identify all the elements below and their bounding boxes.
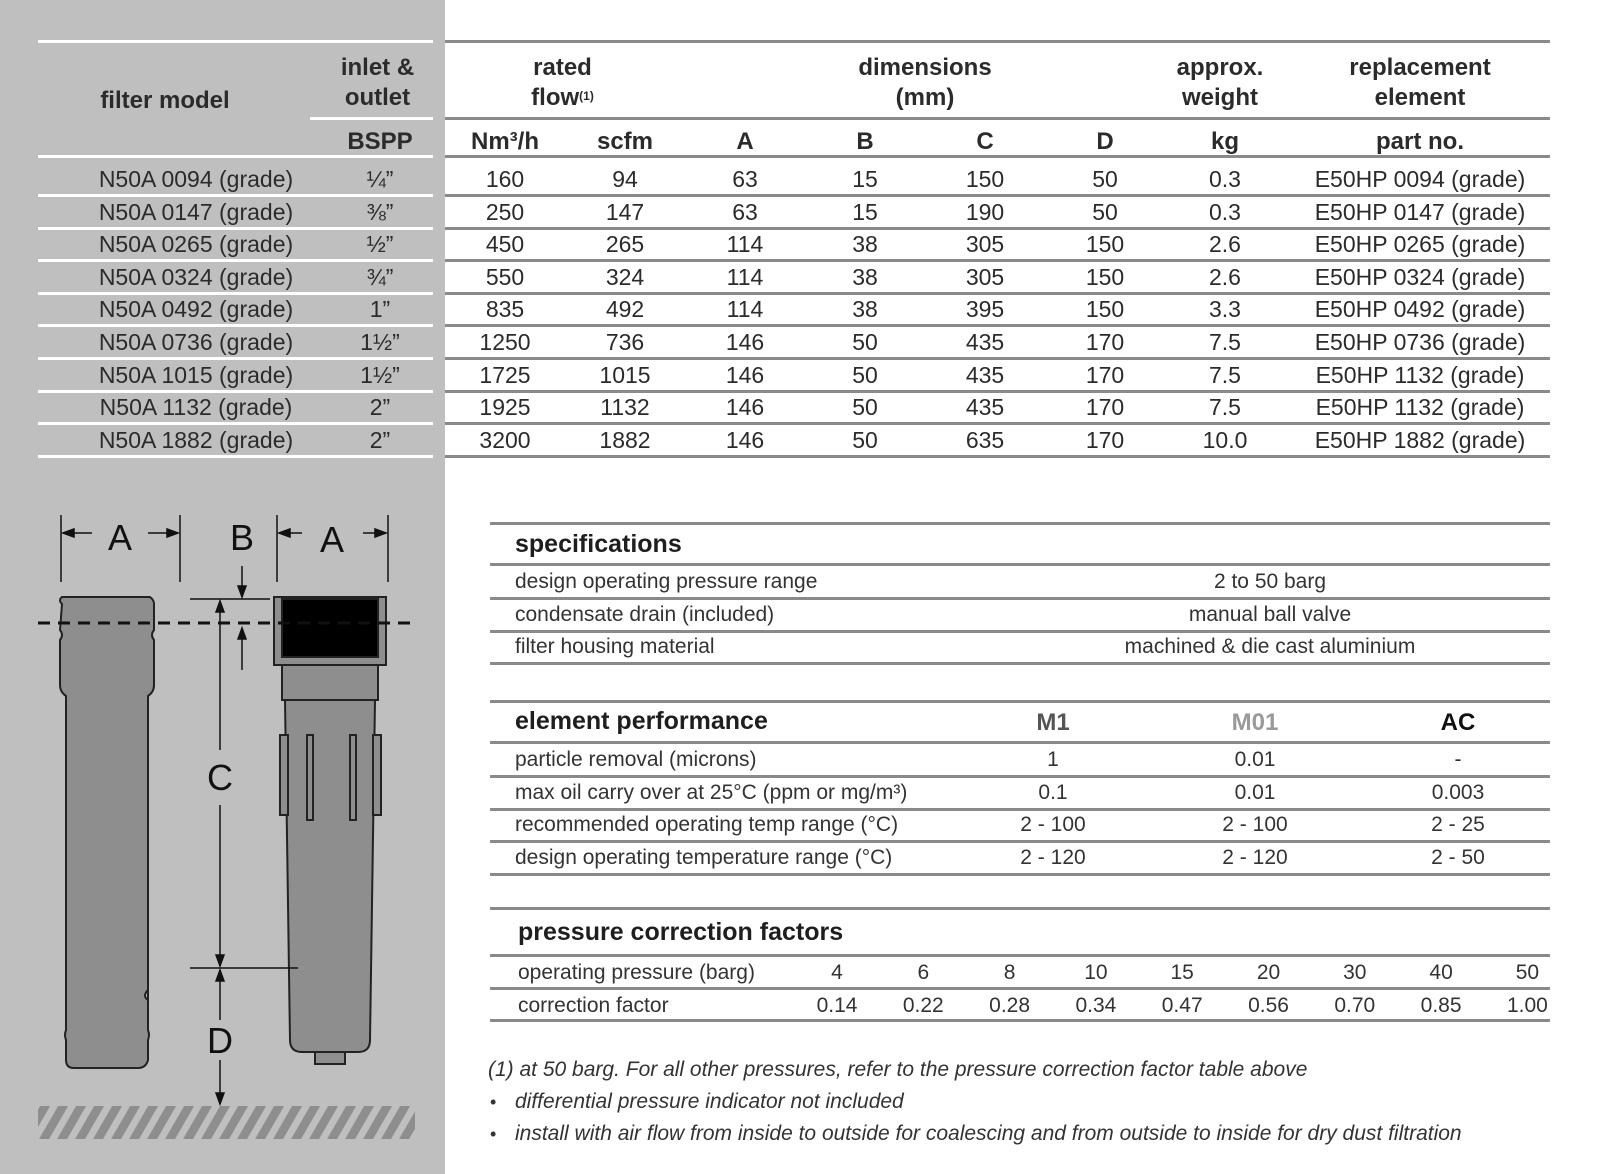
performance-row-rule: [490, 775, 1550, 778]
performance-value: 2 - 120: [1020, 845, 1086, 869]
table-cell: E50HP 1132 (grade): [1315, 361, 1525, 388]
performance-label: max oil carry over at 25°C (ppm or mg/m³): [515, 780, 908, 804]
table-cell: 63: [732, 198, 758, 225]
table-cell: ½”: [366, 231, 394, 258]
table-cell: E50HP 0324 (grade): [1314, 263, 1526, 290]
table-cell: 1250: [479, 329, 531, 355]
table-cell: 38: [852, 296, 878, 323]
table-cell: ¾”: [366, 263, 394, 290]
note-bullet-1: differential pressure indicator not included: [515, 1090, 904, 1113]
footnote: (1) at 50 barg. For all other pressures, refer to the pressure correction factor table above: [488, 1058, 1308, 1081]
perf-header-rule: [490, 741, 1550, 744]
header-dimensions-2: (mm): [895, 84, 955, 111]
bullet-dot: •: [490, 1092, 497, 1112]
table-cell: N50A 0265 (grade): [98, 231, 294, 258]
table-cell: E50HP 0492 (grade): [1314, 296, 1526, 323]
table-cell: 150: [1085, 231, 1125, 258]
table-cell: E50HP 1882 (grade): [1314, 426, 1526, 453]
spec-value: machined & die cast aluminium: [1124, 635, 1416, 658]
row-rule-right: [445, 227, 1550, 230]
table-cell: 170: [1085, 426, 1125, 453]
performance-value: 0.003: [1431, 780, 1485, 804]
factor-value: 1.00: [1506, 994, 1548, 1017]
subheader-5: B: [856, 128, 874, 155]
table-cell: 324: [605, 263, 645, 290]
table-cell: 15: [852, 166, 878, 192]
factor-row-label: correction factor: [518, 994, 669, 1017]
factor-value: 0.47: [1161, 994, 1203, 1017]
row-rule-left: [38, 227, 433, 230]
table-cell: 94: [612, 166, 638, 192]
factor-value: 0.56: [1248, 994, 1289, 1017]
performance-row-rule: [490, 808, 1550, 811]
table-cell: N50A 1882 (grade): [98, 426, 294, 453]
filter-element-drawing: [60, 597, 154, 1068]
table-cell: N50A 0324 (grade): [98, 263, 294, 290]
table-cell: 63: [732, 166, 758, 192]
row-rule-left: [38, 455, 433, 458]
grade-header-m1: M1: [1036, 709, 1070, 736]
table-cell: 2.6: [1209, 231, 1241, 258]
table-cell: ¼”: [366, 166, 394, 192]
header-mid-rule-left: [310, 117, 433, 120]
header-filter-model: filter model: [100, 87, 230, 114]
performance-value: 2 - 100: [1020, 813, 1086, 836]
table-cell: 1½”: [360, 361, 400, 388]
spec-value: manual ball valve: [1188, 602, 1352, 626]
spec-row-rule: [490, 662, 1550, 665]
pressure-value: 15: [1170, 961, 1194, 984]
table-cell: N50A 0492 (grade): [98, 296, 294, 323]
grade-header-m01: M01: [1231, 709, 1279, 736]
filter-housing-drawing: [274, 597, 386, 1064]
table-cell: N50A 0147 (grade): [98, 198, 294, 225]
table-cell: 170: [1085, 329, 1125, 355]
subheader-7: D: [1096, 128, 1114, 155]
subheader-3: scfm: [596, 128, 654, 155]
pressure-value: 4: [831, 961, 843, 984]
spec-top-rule: [490, 522, 1550, 525]
table-cell: E50HP 0265 (grade): [1314, 231, 1526, 258]
table-cell: 150: [1085, 263, 1125, 290]
row-rule-right: [445, 455, 1550, 458]
table-cell: 170: [1085, 361, 1125, 388]
table-cell: 10.0: [1202, 426, 1248, 453]
spec-label: design operating pressure range: [515, 570, 818, 593]
label-a-right: A: [319, 519, 345, 560]
table-cell: 38: [852, 231, 878, 258]
factor-value: 0.28: [989, 994, 1031, 1017]
row-rule-left: [38, 357, 433, 360]
performance-label: recommended operating temp range (°C): [515, 813, 899, 836]
factor-value: 0.70: [1334, 994, 1376, 1017]
table-cell: 146: [725, 361, 765, 388]
table-cell: 1882: [599, 426, 651, 453]
performance-value: 0.1: [1038, 780, 1068, 804]
table-cell: E50HP 0736 (grade): [1314, 329, 1526, 355]
table-cell: 146: [725, 329, 765, 355]
bullet-dot: •: [490, 1124, 497, 1144]
factor-value: 0.34: [1075, 994, 1117, 1017]
table-cell: 7.5: [1209, 394, 1241, 421]
subheader-9: part no.: [1376, 128, 1464, 155]
pcf-top-rule: [490, 907, 1550, 910]
table-cell: 2”: [369, 426, 391, 453]
performance-value: -: [1454, 748, 1462, 771]
table-cell: 550: [485, 263, 525, 290]
header-weight-2: weight: [1182, 84, 1258, 111]
filter-dimension-diagram: [30, 500, 430, 1160]
table-cell: 2”: [369, 394, 391, 421]
header-replacement-2: element: [1374, 84, 1466, 111]
pressure-row-label: operating pressure (barg): [518, 961, 755, 984]
row-rule-right: [445, 259, 1550, 262]
performance-value: 2 - 25: [1431, 813, 1485, 836]
table-cell: 1725: [479, 361, 531, 388]
performance-value: 1: [1047, 748, 1059, 771]
factor-value: 0.14: [816, 994, 858, 1017]
row-rule-left: [38, 259, 433, 262]
pcf-header-rule: [490, 954, 1550, 957]
perf-top-rule: [490, 700, 1550, 703]
table-cell: 38: [852, 263, 878, 290]
row-rule-left: [38, 194, 433, 197]
table-cell: 0.3: [1209, 166, 1241, 192]
subheader-2: Nm³/h: [471, 128, 539, 155]
pressure-value: 50: [1515, 961, 1540, 984]
table-cell: 150: [1085, 296, 1125, 323]
table-cell: 150: [965, 166, 1005, 192]
subheader-8: kg: [1210, 128, 1239, 155]
table-cell: 736: [605, 329, 645, 355]
table-cell: N50A 1015 (grade): [98, 361, 294, 388]
row-rule-left: [38, 292, 433, 295]
table-cell: 147: [605, 198, 645, 225]
table-cell: 305: [965, 263, 1005, 290]
row-rule-left: [38, 390, 433, 393]
table-cell: N50A 0094 (grade): [98, 166, 294, 192]
performance-value: 2 - 120: [1222, 845, 1288, 869]
table-cell: 15: [852, 198, 878, 225]
table-cell: 114: [726, 296, 764, 323]
table-cell: 7.5: [1209, 329, 1241, 355]
performance-value: 2 - 50: [1431, 845, 1485, 869]
header-inlet-outlet-2: outlet: [344, 84, 411, 111]
table-cell: 160: [485, 166, 525, 192]
table-cell: 2.6: [1209, 263, 1241, 290]
header-weight-1: approx.: [1176, 54, 1264, 81]
table-cell: 7.5: [1209, 361, 1241, 388]
table-cell: 395: [965, 296, 1005, 323]
table-cell: 835: [485, 296, 525, 323]
performance-value: 0.01: [1234, 748, 1276, 771]
table-cell: 1925: [479, 394, 531, 421]
table-cell: 50: [1092, 198, 1118, 225]
factor-value: 0.22: [902, 994, 944, 1017]
table-cell: 3.3: [1209, 296, 1241, 323]
row-rule-right: [445, 292, 1550, 295]
label-c: C: [207, 757, 233, 798]
header-dimensions-1: dimensions: [858, 54, 992, 81]
pressure-value: 30: [1343, 961, 1367, 984]
row-rule-right: [445, 194, 1550, 197]
table-cell: 1132: [600, 394, 650, 421]
table-cell: E50HP 1132 (grade): [1315, 394, 1525, 421]
pressure-value: 20: [1256, 961, 1281, 984]
table-cell: 435: [965, 361, 1005, 388]
performance-row-rule: [490, 873, 1550, 876]
table-cell: 492: [605, 296, 645, 323]
table-cell: 190: [965, 198, 1005, 225]
row-rule-right: [445, 422, 1550, 425]
table-cell: ⅜”: [366, 198, 394, 225]
spec-row-rule: [490, 597, 1550, 600]
row-rule-right: [445, 390, 1550, 393]
table-cell: 0.3: [1209, 198, 1241, 225]
pcf-mid-rule: [490, 987, 1550, 990]
subheader-4: A: [736, 128, 754, 155]
table-cell: 265: [605, 231, 645, 258]
header-rated-flow-text: flow: [531, 84, 580, 111]
label-a-left: A: [107, 517, 133, 558]
table-cell: N50A 0736 (grade): [98, 329, 294, 355]
subheader-6: C: [976, 128, 994, 155]
performance-row-rule: [490, 840, 1550, 843]
table-cell: 450: [485, 231, 525, 258]
table-cell: E50HP 0147 (grade): [1314, 198, 1526, 225]
row-rule-right: [445, 357, 1550, 360]
table-cell: 250: [485, 198, 525, 225]
label-b: B: [229, 517, 255, 558]
pressure-value: 10: [1084, 961, 1108, 984]
row-rule-left: [38, 324, 433, 327]
table-cell: E50HP 0094 (grade): [1314, 166, 1526, 192]
note-bullet-2: install with air flow from inside to outside for coalescing and from outside to inside for dry dust filtration: [515, 1122, 1462, 1145]
spec-label: condensate drain (included): [515, 602, 775, 626]
pressure-value: 6: [917, 961, 930, 984]
table-cell: 50: [852, 329, 878, 355]
pressure-correction-title: pressure correction factors: [518, 918, 844, 946]
header-rated-flow-2: [500, 84, 625, 112]
table-cell: 435: [965, 394, 1005, 421]
table-cell: 146: [725, 426, 765, 453]
table-cell: 1”: [369, 296, 391, 323]
performance-label: design operating temperature range (°C): [515, 845, 893, 869]
table-cell: 50: [852, 426, 878, 453]
header-rated-flow-1: rated: [533, 54, 592, 81]
table-cell: 50: [852, 394, 878, 421]
pressure-value: 8: [1003, 961, 1016, 984]
table-cell: 50: [852, 361, 878, 388]
table-cell: 1½”: [360, 329, 400, 355]
grade-header-ac: AC: [1440, 709, 1476, 736]
table-cell: 305: [965, 231, 1005, 258]
table-cell: 1015: [599, 361, 651, 388]
table-cell: 146: [725, 394, 765, 421]
row-rule-left: [38, 422, 433, 425]
table-cell: 435: [965, 329, 1005, 355]
table-top-rule-right: [445, 40, 1550, 43]
label-d: D: [207, 1020, 233, 1061]
footnote-marker: (1): [579, 89, 594, 103]
table-cell: 114: [726, 231, 764, 258]
performance-label: particle removal (microns): [515, 748, 757, 771]
spec-row-rule: [490, 630, 1550, 633]
table-cell: 635: [965, 426, 1005, 453]
element-performance-title: element performance: [515, 707, 768, 735]
table-cell: 114: [726, 263, 764, 290]
spec-value: 2 to 50 barg: [1213, 570, 1327, 593]
performance-value: 0.01: [1234, 780, 1276, 804]
spec-header-rule: [490, 563, 1550, 566]
spec-label: filter housing material: [515, 635, 715, 658]
subheader-1: BSPP: [347, 128, 413, 155]
header-inlet-outlet-1: inlet &: [340, 54, 415, 81]
table-top-rule-left: [38, 40, 433, 43]
specifications-title: specifications: [515, 530, 682, 558]
dimension-b: [190, 566, 270, 670]
table-cell: N50A 1132 (grade): [99, 394, 293, 421]
row-rule-right: [445, 324, 1550, 327]
header-replacement-1: replacement: [1349, 54, 1491, 81]
pcf-bottom-rule: [490, 1019, 1550, 1022]
performance-value: 2 - 100: [1222, 813, 1288, 836]
table-cell: 3200: [479, 426, 531, 453]
floor-hatch: [38, 1106, 415, 1139]
header-mid-rule-right: [445, 117, 1550, 120]
factor-value: 0.85: [1420, 994, 1462, 1017]
table-cell: 50: [1092, 166, 1118, 192]
pressure-value: 40: [1429, 961, 1453, 984]
table-cell: 170: [1085, 394, 1125, 421]
